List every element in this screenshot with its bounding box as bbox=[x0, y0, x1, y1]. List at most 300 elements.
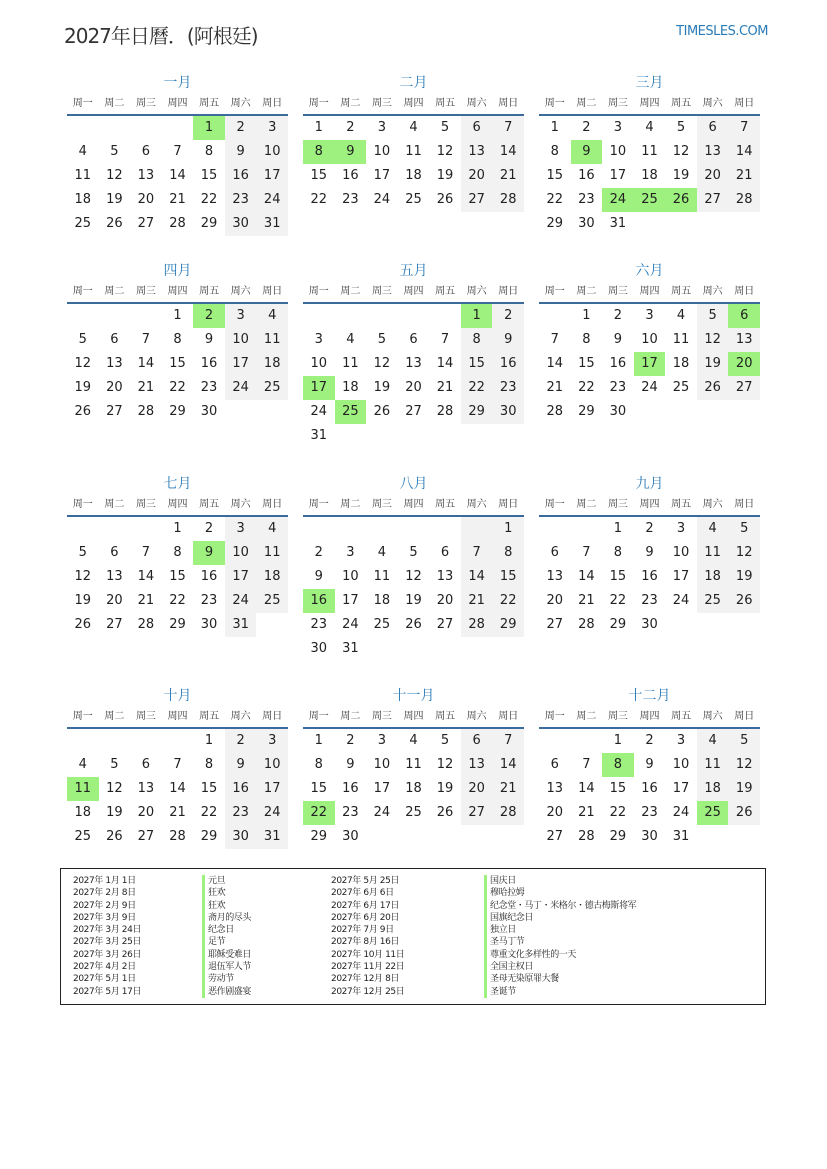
day-cell: 7 bbox=[440, 332, 450, 347]
day-cell: 9 bbox=[613, 332, 623, 347]
day-cell: 10 bbox=[342, 569, 359, 584]
day-cell: 19 bbox=[672, 168, 690, 183]
day-cell: 26 bbox=[697, 376, 729, 400]
day-cell: 12 bbox=[728, 541, 760, 565]
weekday-label: 周六 bbox=[466, 98, 487, 109]
day-cell: 2 bbox=[204, 521, 214, 536]
day-cell: 10 bbox=[256, 140, 288, 164]
weekday-label: 周一 bbox=[308, 98, 329, 109]
day-cell: 27 bbox=[728, 376, 760, 400]
day-cell: 20 bbox=[697, 164, 729, 188]
month-name: 十月 bbox=[163, 688, 192, 704]
day-grid bbox=[303, 116, 524, 212]
day-cell: 22 bbox=[169, 593, 186, 608]
day-cell: 26 bbox=[405, 617, 422, 632]
empty-day-cell bbox=[571, 729, 603, 753]
day-cell: 7 bbox=[492, 116, 524, 140]
holiday-name: 恶作剧盛宴 bbox=[202, 986, 251, 998]
day-cell: 7 bbox=[728, 116, 760, 140]
day-cell: 17 bbox=[672, 781, 690, 796]
day-cell: 28 bbox=[137, 404, 155, 419]
day-cell: 7 bbox=[492, 729, 524, 753]
day-cell: 18 bbox=[256, 352, 288, 376]
day-cell: 5 bbox=[78, 545, 87, 560]
day-cell: 30 bbox=[225, 212, 257, 236]
empty-day-cell bbox=[366, 517, 398, 541]
day-cell: 28 bbox=[728, 188, 760, 212]
day-cell: 23 bbox=[492, 376, 524, 400]
day-grid bbox=[67, 116, 288, 236]
day-cell: 29 bbox=[310, 829, 328, 844]
day-cell: 1 bbox=[613, 733, 623, 748]
empty-day-cell bbox=[429, 517, 461, 541]
day-cell: 20 bbox=[461, 777, 493, 801]
day-cell: 11 bbox=[256, 541, 288, 565]
day-cell: 29 bbox=[492, 613, 524, 637]
day-cell: 15 bbox=[169, 569, 186, 584]
day-cell: 8 bbox=[492, 541, 524, 565]
holiday-name: 国旗纪念日 bbox=[484, 912, 636, 924]
weekday-label: 周四 bbox=[639, 499, 660, 510]
day-cell: 29 bbox=[609, 829, 627, 844]
day-cell: 2 bbox=[645, 733, 654, 748]
day-cell: 22 bbox=[492, 589, 524, 613]
holiday-date: 2027年 11月 22日 bbox=[331, 962, 405, 973]
month-name: 七月 bbox=[163, 476, 192, 492]
day-cell: 5 bbox=[78, 332, 87, 347]
holiday-day-cell: 17 bbox=[634, 352, 666, 376]
day-cell: 28 bbox=[492, 801, 524, 825]
day-cell: 4 bbox=[377, 545, 387, 560]
weekday-label: 周日 bbox=[498, 98, 519, 109]
day-cell: 26 bbox=[106, 216, 123, 231]
month-block bbox=[539, 260, 760, 424]
day-cell: 24 bbox=[225, 589, 257, 613]
weekday-label: 周二 bbox=[104, 499, 125, 510]
holiday-name: 耶稣受难日 bbox=[202, 949, 251, 961]
day-cell: 30 bbox=[310, 641, 328, 656]
weekday-label: 周六 bbox=[230, 711, 251, 722]
day-cell: 16 bbox=[641, 781, 658, 796]
holiday-day-cell: 1 bbox=[461, 304, 493, 328]
weekday-label: 周三 bbox=[135, 98, 156, 109]
day-cell: 16 bbox=[200, 356, 218, 371]
holiday-name: 全国主权日 bbox=[484, 961, 636, 973]
day-cell: 25 bbox=[672, 380, 690, 395]
day-cell: 8 bbox=[204, 757, 214, 772]
holiday-day-cell: 24 bbox=[602, 188, 634, 212]
empty-day-cell bbox=[398, 304, 430, 328]
day-cell: 12 bbox=[74, 356, 92, 371]
holiday-date: 2027年 2月 9日 bbox=[73, 900, 136, 911]
day-cell: 3 bbox=[645, 308, 654, 323]
day-cell: 23 bbox=[641, 805, 658, 820]
empty-day-cell bbox=[130, 517, 162, 541]
day-cell: 12 bbox=[74, 569, 92, 584]
day-cell: 13 bbox=[137, 781, 155, 796]
day-cell: 25 bbox=[405, 192, 422, 207]
day-cell: 23 bbox=[641, 593, 658, 608]
weekday-label: 周五 bbox=[435, 98, 456, 109]
day-cell: 25 bbox=[697, 589, 729, 613]
day-cell: 4 bbox=[78, 144, 87, 159]
weekday-label: 周六 bbox=[466, 286, 487, 297]
month-block bbox=[67, 72, 288, 236]
day-cell: 17 bbox=[342, 593, 359, 608]
weekday-label: 周六 bbox=[230, 286, 251, 297]
weekday-header bbox=[539, 495, 760, 517]
holiday-date: 2027年 6月 17日 bbox=[331, 900, 400, 911]
day-cell: 21 bbox=[578, 805, 595, 820]
day-cell: 23 bbox=[225, 188, 257, 212]
day-cell: 3 bbox=[225, 517, 257, 541]
day-cell: 20 bbox=[546, 593, 564, 608]
empty-day-cell bbox=[539, 517, 571, 541]
day-cell: 29 bbox=[200, 829, 218, 844]
day-cell: 16 bbox=[578, 168, 595, 183]
day-cell: 9 bbox=[645, 757, 654, 772]
weekday-label: 周四 bbox=[403, 499, 424, 510]
empty-day-cell bbox=[366, 304, 398, 328]
day-cell: 8 bbox=[550, 144, 559, 159]
day-cell: 30 bbox=[609, 404, 627, 419]
day-cell: 30 bbox=[342, 829, 359, 844]
empty-day-cell bbox=[67, 304, 99, 328]
weekday-label: 周六 bbox=[702, 499, 723, 510]
day-cell: 16 bbox=[641, 569, 658, 584]
day-cell: 1 bbox=[550, 120, 559, 135]
weekday-header bbox=[303, 495, 524, 517]
holiday-date: 2027年 3月 25日 bbox=[73, 937, 142, 948]
day-cell: 3 bbox=[377, 733, 387, 748]
day-cell: 6 bbox=[550, 757, 559, 772]
day-cell: 31 bbox=[672, 829, 690, 844]
weekday-label: 周一 bbox=[72, 499, 93, 510]
day-cell: 30 bbox=[225, 825, 257, 849]
month-name: 九月 bbox=[635, 476, 664, 492]
day-cell: 26 bbox=[436, 805, 454, 820]
day-cell: 4 bbox=[409, 733, 418, 748]
holiday-date: 2027年 1月 1日 bbox=[73, 876, 136, 886]
day-cell: 12 bbox=[436, 757, 454, 772]
day-cell: 9 bbox=[346, 757, 355, 772]
day-cell: 19 bbox=[106, 192, 123, 207]
holiday-day-cell: 17 bbox=[303, 376, 335, 400]
holiday-day-cell: 25 bbox=[634, 188, 666, 212]
day-cell: 5 bbox=[110, 144, 119, 159]
weekday-label: 周六 bbox=[466, 499, 487, 510]
day-cell: 3 bbox=[256, 729, 288, 753]
empty-day-cell bbox=[130, 304, 162, 328]
day-cell: 14 bbox=[436, 356, 454, 371]
empty-day-cell bbox=[67, 116, 99, 140]
day-cell: 3 bbox=[314, 332, 323, 347]
empty-day-cell bbox=[539, 304, 571, 328]
empty-day-cell bbox=[99, 729, 131, 753]
month-block bbox=[67, 473, 288, 637]
day-cell: 25 bbox=[256, 589, 288, 613]
day-cell: 22 bbox=[461, 376, 493, 400]
day-cell: 7 bbox=[173, 757, 182, 772]
day-cell: 12 bbox=[728, 753, 760, 777]
day-cell: 2 bbox=[645, 521, 654, 536]
holiday-day-cell: 2 bbox=[193, 304, 225, 328]
weekday-label: 周日 bbox=[262, 286, 283, 297]
day-cell: 25 bbox=[74, 216, 92, 231]
day-cell: 28 bbox=[137, 617, 155, 632]
holiday-day-cell: 9 bbox=[571, 140, 603, 164]
weekday-label: 周六 bbox=[702, 286, 723, 297]
day-cell: 24 bbox=[310, 404, 328, 419]
weekday-label: 周四 bbox=[403, 711, 424, 722]
day-cell: 24 bbox=[373, 192, 391, 207]
day-cell: 2 bbox=[613, 308, 623, 323]
holiday-date: 2027年 4月 2日 bbox=[73, 962, 136, 973]
weekday-label: 周日 bbox=[262, 711, 283, 722]
day-cell: 6 bbox=[409, 332, 418, 347]
day-cell: 11 bbox=[373, 569, 391, 584]
day-grid bbox=[539, 304, 760, 424]
day-cell: 12 bbox=[106, 781, 123, 796]
day-cell: 3 bbox=[676, 521, 686, 536]
weekday-label: 周三 bbox=[135, 711, 156, 722]
day-cell: 27 bbox=[546, 829, 564, 844]
day-cell: 14 bbox=[578, 781, 595, 796]
holiday-day-cell: 11 bbox=[67, 777, 99, 801]
empty-day-cell bbox=[162, 729, 194, 753]
weekday-label: 周六 bbox=[230, 499, 251, 510]
day-cell: 26 bbox=[436, 192, 454, 207]
day-cell: 23 bbox=[310, 617, 328, 632]
day-cell: 7 bbox=[141, 332, 151, 347]
holiday-names-col-2 bbox=[484, 875, 636, 998]
day-cell: 12 bbox=[697, 328, 729, 352]
day-cell: 18 bbox=[342, 380, 359, 395]
day-cell: 8 bbox=[613, 545, 623, 560]
day-cell: 8 bbox=[173, 332, 182, 347]
weekday-label: 周一 bbox=[544, 499, 565, 510]
day-cell: 29 bbox=[609, 617, 627, 632]
day-cell: 28 bbox=[578, 617, 595, 632]
day-grid bbox=[303, 517, 524, 661]
day-cell: 25 bbox=[256, 376, 288, 400]
weekday-label: 周五 bbox=[199, 499, 220, 510]
holiday-name: 纪念日 bbox=[202, 924, 251, 936]
day-cell: 5 bbox=[440, 733, 450, 748]
day-cell: 22 bbox=[200, 192, 218, 207]
day-cell: 6 bbox=[141, 144, 151, 159]
month-block bbox=[539, 473, 760, 637]
day-cell: 5 bbox=[110, 757, 119, 772]
day-cell: 13 bbox=[137, 168, 155, 183]
holiday-name: 退伍军人节 bbox=[202, 961, 251, 973]
day-cell: 28 bbox=[169, 216, 186, 231]
holiday-name: 斋月的尽头 bbox=[202, 912, 251, 924]
empty-day-cell bbox=[67, 517, 99, 541]
day-cell: 25 bbox=[74, 829, 92, 844]
weekday-label: 周四 bbox=[167, 499, 188, 510]
day-grid bbox=[539, 517, 760, 637]
day-cell: 23 bbox=[200, 380, 218, 395]
weekday-label: 周五 bbox=[671, 499, 692, 510]
day-cell: 1 bbox=[173, 308, 182, 323]
empty-day-cell bbox=[398, 517, 430, 541]
weekday-header bbox=[67, 495, 288, 517]
day-cell: 6 bbox=[550, 545, 559, 560]
day-grid bbox=[303, 304, 524, 448]
day-cell: 16 bbox=[342, 168, 359, 183]
day-cell: 13 bbox=[461, 140, 493, 164]
day-cell: 18 bbox=[405, 168, 422, 183]
day-cell: 14 bbox=[137, 569, 155, 584]
weekday-label: 周六 bbox=[466, 711, 487, 722]
empty-day-cell bbox=[162, 116, 194, 140]
month-name: 五月 bbox=[399, 263, 428, 279]
weekday-label: 周一 bbox=[544, 98, 565, 109]
day-cell: 23 bbox=[342, 192, 359, 207]
day-cell: 7 bbox=[173, 144, 182, 159]
weekday-label: 周日 bbox=[734, 98, 755, 109]
day-cell: 28 bbox=[169, 829, 186, 844]
holiday-date: 2027年 10月 11日 bbox=[331, 949, 405, 960]
day-cell: 28 bbox=[436, 404, 454, 419]
day-cell: 16 bbox=[225, 777, 257, 801]
holiday-day-cell: 9 bbox=[193, 541, 225, 565]
day-cell: 30 bbox=[641, 617, 658, 632]
day-cell: 12 bbox=[373, 356, 391, 371]
day-cell: 1 bbox=[314, 120, 323, 135]
day-cell: 11 bbox=[697, 541, 729, 565]
weekday-label: 周三 bbox=[371, 98, 392, 109]
weekday-label: 周六 bbox=[702, 711, 723, 722]
empty-day-cell bbox=[303, 304, 335, 328]
weekday-label: 周一 bbox=[544, 286, 565, 297]
day-grid bbox=[67, 729, 288, 849]
day-cell: 24 bbox=[672, 805, 690, 820]
day-cell: 22 bbox=[609, 593, 627, 608]
day-cell: 24 bbox=[256, 801, 288, 825]
weekday-header bbox=[67, 94, 288, 116]
day-cell: 6 bbox=[461, 729, 493, 753]
day-cell: 11 bbox=[256, 328, 288, 352]
day-cell: 2 bbox=[492, 304, 524, 328]
day-cell: 8 bbox=[461, 328, 493, 352]
day-cell: 19 bbox=[728, 565, 760, 589]
month-name: 二月 bbox=[399, 75, 428, 91]
day-cell: 16 bbox=[200, 569, 218, 584]
holiday-name: 圣马丁节 bbox=[484, 936, 636, 948]
month-name: 一月 bbox=[163, 75, 192, 91]
day-cell: 5 bbox=[676, 120, 686, 135]
day-cell: 22 bbox=[200, 805, 218, 820]
day-cell: 11 bbox=[672, 332, 690, 347]
day-cell: 6 bbox=[141, 757, 151, 772]
weekday-label: 周一 bbox=[72, 711, 93, 722]
day-cell: 3 bbox=[225, 304, 257, 328]
day-cell: 17 bbox=[256, 777, 288, 801]
day-cell: 24 bbox=[641, 380, 658, 395]
weekday-header bbox=[67, 282, 288, 304]
weekday-label: 周一 bbox=[308, 711, 329, 722]
day-cell: 1 bbox=[204, 733, 214, 748]
day-cell: 23 bbox=[609, 380, 627, 395]
holiday-date: 2027年 3月 26日 bbox=[73, 949, 142, 960]
day-cell: 15 bbox=[169, 356, 186, 371]
day-cell: 13 bbox=[546, 781, 564, 796]
holiday-name: 纪念堂・马丁・米格尔・德古梅斯将军 bbox=[484, 900, 636, 912]
holiday-day-cell: 25 bbox=[697, 801, 729, 825]
day-cell: 14 bbox=[137, 356, 155, 371]
month-block bbox=[303, 685, 524, 849]
month-block bbox=[303, 473, 524, 661]
weekday-label: 周日 bbox=[734, 711, 755, 722]
day-cell: 10 bbox=[256, 753, 288, 777]
month-name: 十一月 bbox=[392, 688, 435, 704]
holiday-date: 2027年 8月 16日 bbox=[331, 937, 400, 948]
day-cell: 6 bbox=[461, 116, 493, 140]
holiday-date: 2027年 6月 6日 bbox=[331, 888, 394, 899]
day-cell: 18 bbox=[373, 593, 391, 608]
month-block bbox=[539, 72, 760, 236]
day-cell: 13 bbox=[405, 356, 422, 371]
brand-logo[interactable]: TIMESLES.COM bbox=[676, 24, 768, 39]
day-cell: 27 bbox=[546, 617, 564, 632]
day-cell: 10 bbox=[310, 356, 328, 371]
day-cell: 7 bbox=[141, 545, 151, 560]
weekday-label: 周二 bbox=[104, 711, 125, 722]
day-cell: 21 bbox=[492, 777, 524, 801]
day-cell: 18 bbox=[672, 356, 690, 371]
day-cell: 27 bbox=[461, 188, 493, 212]
weekday-label: 周二 bbox=[340, 711, 361, 722]
day-cell: 7 bbox=[582, 757, 591, 772]
day-cell: 14 bbox=[578, 569, 595, 584]
weekday-header bbox=[539, 94, 760, 116]
day-cell: 20 bbox=[106, 380, 123, 395]
day-cell: 12 bbox=[106, 168, 123, 183]
weekday-label: 周四 bbox=[167, 98, 188, 109]
day-cell: 12 bbox=[672, 144, 690, 159]
day-cell: 13 bbox=[106, 356, 123, 371]
day-cell: 13 bbox=[546, 569, 564, 584]
holiday-dates-col-2 bbox=[331, 875, 404, 998]
month-name: 八月 bbox=[399, 476, 428, 492]
day-cell: 25 bbox=[405, 805, 422, 820]
weekday-label: 周六 bbox=[230, 98, 251, 109]
day-cell: 1 bbox=[613, 521, 623, 536]
day-cell: 7 bbox=[461, 541, 493, 565]
holiday-name: 穆哈拉姆 bbox=[484, 887, 636, 899]
empty-day-cell bbox=[539, 729, 571, 753]
holiday-dates-col-1 bbox=[73, 875, 141, 998]
day-cell: 17 bbox=[373, 781, 391, 796]
month-block bbox=[303, 260, 524, 448]
day-cell: 30 bbox=[200, 617, 218, 632]
day-cell: 15 bbox=[609, 781, 627, 796]
day-cell: 31 bbox=[225, 613, 257, 637]
day-cell: 5 bbox=[728, 517, 760, 541]
empty-day-cell bbox=[130, 116, 162, 140]
day-grid bbox=[67, 517, 288, 637]
weekday-label: 周二 bbox=[104, 286, 125, 297]
day-cell: 23 bbox=[578, 192, 595, 207]
day-cell: 20 bbox=[137, 192, 155, 207]
holiday-day-cell: 1 bbox=[193, 116, 225, 140]
day-cell: 5 bbox=[728, 729, 760, 753]
day-cell: 9 bbox=[204, 332, 214, 347]
day-cell: 27 bbox=[106, 404, 123, 419]
day-cell: 21 bbox=[137, 593, 155, 608]
